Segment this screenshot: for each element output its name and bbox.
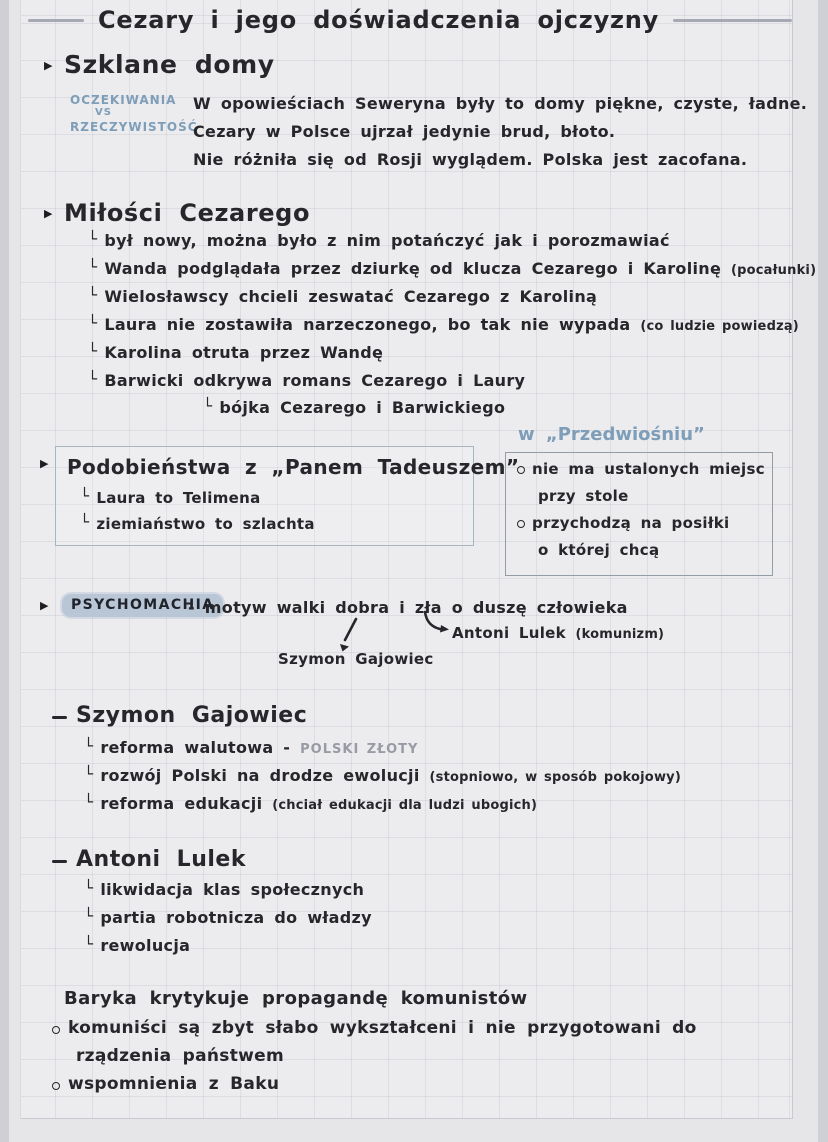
item-text: rewolucja	[100, 936, 191, 955]
item-text: ziemiaństwo to szlachta	[96, 515, 315, 533]
list-item	[88, 231, 670, 253]
title-rule-right	[673, 19, 792, 22]
elbow-bullet-icon: └	[88, 286, 98, 304]
list-item	[88, 259, 816, 281]
section-heading-lulek: Antoni Lulek	[76, 847, 246, 872]
elbow-bullet-icon: └	[88, 370, 98, 388]
dash-bullet-icon	[52, 716, 67, 719]
item-text: reforma edukacji	[100, 794, 263, 813]
item-text: był nowy, można było z nim potańczyć jak i porozmawiać	[104, 231, 670, 250]
elbow-bullet-icon: └	[84, 935, 94, 953]
conclusion-line: rządzenia państwem	[76, 1046, 284, 1066]
item-text: likwidacja klas społecznych	[100, 880, 365, 899]
box-item-line: przy stole	[538, 487, 629, 505]
label-note: (komunizm)	[575, 627, 665, 642]
elbow-bullet-icon: └	[84, 879, 94, 897]
item-text: Laura to Telimena	[96, 489, 261, 507]
list-item	[84, 794, 537, 816]
note-line: Cezary w Polsce ujrzał jedynie brud, błoto.	[193, 122, 616, 141]
list-item	[88, 287, 597, 307]
dash-bullet-icon	[52, 860, 67, 863]
item-text: partia robotnicza do władzy	[100, 908, 372, 927]
section-heading-podobienstwa: Podobieństwa z „Panem Tadeuszem”	[67, 455, 520, 479]
label-antoni-lulek	[452, 624, 664, 642]
nested-list-item	[203, 398, 505, 418]
item-note: (chciał edukacji dla ludzi ubogich)	[272, 798, 538, 813]
item-note: (co ludzie powiedzą)	[640, 319, 799, 334]
page-title: Cezary i jego doświadczenia ojczyzny	[98, 6, 660, 34]
elbow-bullet-icon: └	[84, 765, 94, 783]
conclusion-line: komuniści są zbyt słabo wykształceni i nie przygotowani do	[68, 1018, 697, 1038]
elbow-bullet-icon: └	[80, 487, 90, 505]
section-bullet-icon: ▶	[44, 59, 53, 72]
item-text: Wielosławscy chcieli zeswatać Cezarego z Karoliną	[104, 287, 598, 306]
label-vs: VS	[95, 107, 112, 118]
note-line: Nie różniła się od Rosji wyglądem. Polska jest zacofana.	[193, 150, 748, 169]
list-item	[84, 738, 418, 760]
circle-bullet-icon	[517, 466, 525, 474]
item-text: Laura nie zostawiła narzeczonego, bo tak nie wypada	[104, 315, 631, 334]
item-text: Barwicki odkrywa romans Cezarego i Laury	[104, 371, 526, 390]
list-item	[80, 488, 261, 508]
box-item-line: nie ma ustalonych miejsc	[532, 460, 765, 478]
elbow-bullet-icon: └	[88, 314, 98, 332]
circle-bullet-icon	[52, 1026, 60, 1034]
conclusion-line: wspomnienia z Baku	[68, 1074, 280, 1094]
page-right-edge	[818, 0, 828, 1142]
item-note: (stopniowo, w sposób pokojowy)	[429, 770, 681, 785]
title-rule-left	[28, 19, 84, 22]
elbow-bullet-icon: └	[88, 258, 98, 276]
circle-bullet-icon	[517, 520, 525, 528]
highlighted-term: PSYCHOMACHIA	[62, 594, 223, 617]
elbow-bullet-icon: └	[84, 737, 94, 755]
section-bullet-icon: ▶	[40, 457, 49, 470]
list-item	[84, 766, 681, 788]
list-item	[84, 936, 190, 956]
label-text: Antoni Lulek	[452, 624, 566, 642]
item-text: Karolina otruta przez Wandę	[104, 343, 384, 362]
item-note: (pocałunki)	[730, 263, 817, 278]
list-item	[80, 514, 315, 534]
box-item-line: przychodzą na posiłki	[532, 514, 730, 532]
circle-bullet-icon	[52, 1082, 60, 1090]
item-accent: POLSKI ZŁOTY	[300, 742, 419, 757]
elbow-bullet-icon: └	[88, 230, 98, 248]
conclusion-heading: Baryka krytykuje propagandę komunistów	[64, 988, 528, 1009]
item-text: bójka Cezarego i Barwickiego	[219, 398, 506, 417]
note-line: W opowieściach Seweryna były to domy piękne, czyste, ładne.	[193, 94, 808, 113]
label-rzeczywistosc: RZECZYWISTOŚĆ	[70, 120, 198, 134]
list-item	[88, 315, 799, 337]
item-text: rozwój Polski na drodze ewolucji	[100, 766, 420, 785]
item-text: reforma walutowa -	[100, 738, 291, 757]
list-item	[88, 343, 383, 363]
title-row	[28, 6, 792, 34]
elbow-bullet-icon: └	[203, 397, 213, 415]
definition-text: - motyw walki dobra i zła o duszę człowieka	[188, 598, 628, 617]
section-heading-milosci: Miłości Cezarego	[64, 199, 311, 227]
label-szymon-gajowiec: Szymon Gajowiec	[278, 650, 434, 668]
elbow-bullet-icon: └	[84, 907, 94, 925]
section-bullet-icon: ▶	[40, 599, 49, 612]
section-heading-gajowiec: Szymon Gajowiec	[76, 703, 308, 728]
arrow-to-gajowiec-icon	[336, 616, 362, 652]
label-oczekiwania: OCZEKIWANIA	[70, 93, 177, 107]
przedwiosnie-box-label: w „Przedwiośniu”	[518, 424, 705, 445]
list-item	[84, 908, 372, 928]
item-text: Wanda podglądała przez dziurkę od klucza Cezarego i Karolinę	[104, 259, 722, 278]
elbow-bullet-icon: └	[88, 342, 98, 360]
page-left-edge	[0, 0, 9, 1142]
list-item	[88, 371, 525, 391]
arrow-to-lulek-icon	[420, 610, 452, 640]
list-item	[84, 880, 364, 900]
section-heading-szklane-domy: Szklane domy	[64, 50, 275, 79]
elbow-bullet-icon: └	[80, 513, 90, 531]
box-item-line: o której chcą	[538, 541, 660, 559]
section-bullet-icon: ▶	[44, 207, 53, 220]
elbow-bullet-icon: └	[84, 793, 94, 811]
